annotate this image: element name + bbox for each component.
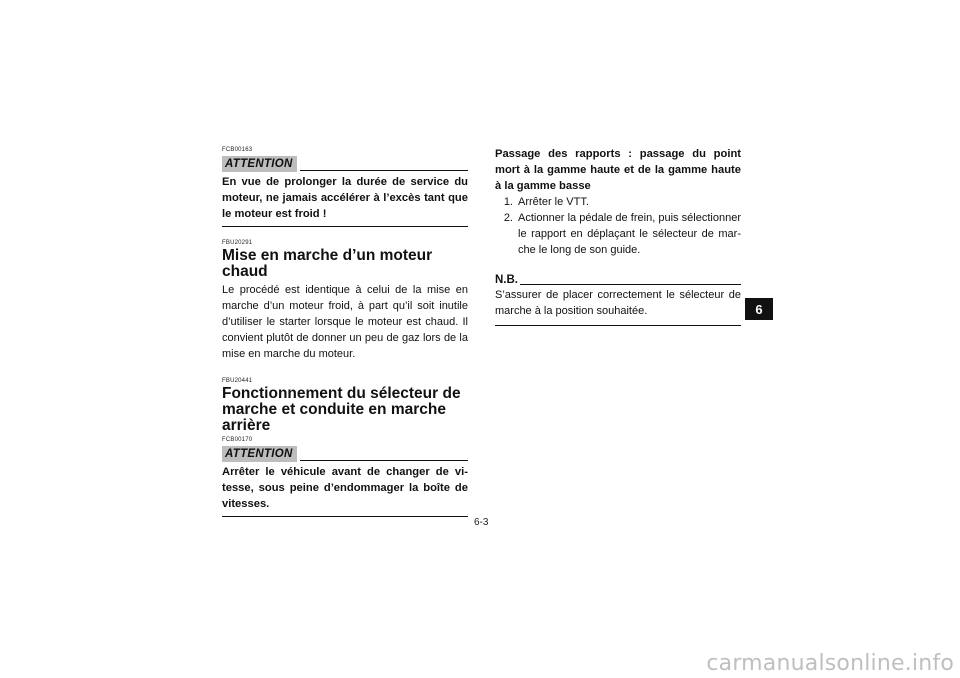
attention-text: Arrêter le véhicule avant de changer de vitesse, sous peine d’endommager la boîte de vitesses. xyxy=(222,464,468,517)
reference-code: FCB00170 xyxy=(222,437,253,443)
note-block xyxy=(495,271,741,326)
procedure-steps xyxy=(495,194,741,258)
right-column xyxy=(495,146,741,326)
reference-code: FCB00163 xyxy=(222,147,253,153)
procedure-heading: Passage des rapports : passage du point mort à la gamme haute et de la gamme haute à la gamme basse xyxy=(495,148,741,192)
step-number: 2. xyxy=(503,212,513,224)
step-text: Actionner la pédale de frein, puis sélectionner le rapport en déplaçant le sélecteur de marche le long de son guide. xyxy=(518,212,741,256)
attention-header xyxy=(222,445,468,462)
attention-label: ATTENTION xyxy=(222,156,297,172)
section-gear-selector xyxy=(222,377,468,434)
section-heading: Mise en marche d’un moteur chaud xyxy=(222,247,433,280)
list-item xyxy=(495,194,741,210)
attention-rule xyxy=(300,170,468,171)
reference-code: FBU20291 xyxy=(222,240,253,246)
watermark: carmanualsonline.info xyxy=(706,651,954,676)
left-column xyxy=(222,146,468,517)
reference-code: FBU20441 xyxy=(222,378,253,384)
note-rule xyxy=(520,284,741,285)
attention-label: ATTENTION xyxy=(222,446,297,462)
attention-header xyxy=(222,155,468,172)
list-item xyxy=(495,210,741,258)
step-text: Arrêter le VTT. xyxy=(518,196,589,208)
section-warm-start xyxy=(222,239,468,362)
note-label: N.B. xyxy=(495,274,518,286)
attention-block-2 xyxy=(222,436,468,517)
section-body: Le procédé est identique à celui de la mise en marche d’un moteur froid, à part qu’il soit inutile d’utiliser le starter lorsque le moteur est chaud. Il convient plutôt de donner un peu de gaz lors de la mise en marche du moteur. xyxy=(222,284,468,360)
page-number: 6-3 xyxy=(474,517,489,528)
attention-block-1 xyxy=(222,146,468,227)
chapter-tab: 6 xyxy=(745,298,773,320)
note-header xyxy=(495,271,741,287)
attention-rule xyxy=(300,460,468,461)
step-number: 1. xyxy=(503,196,513,208)
note-text: S’assurer de placer correctement le sélecteur de marche à la position souhaitée. xyxy=(495,287,741,326)
section-heading: Fonctionnement du sélecteur de marche et conduite en marche arrière xyxy=(222,385,461,434)
attention-text: En vue de prolonger la durée de service du moteur, ne jamais accélérer à l’excès tant que le moteur est froid ! xyxy=(222,174,468,227)
